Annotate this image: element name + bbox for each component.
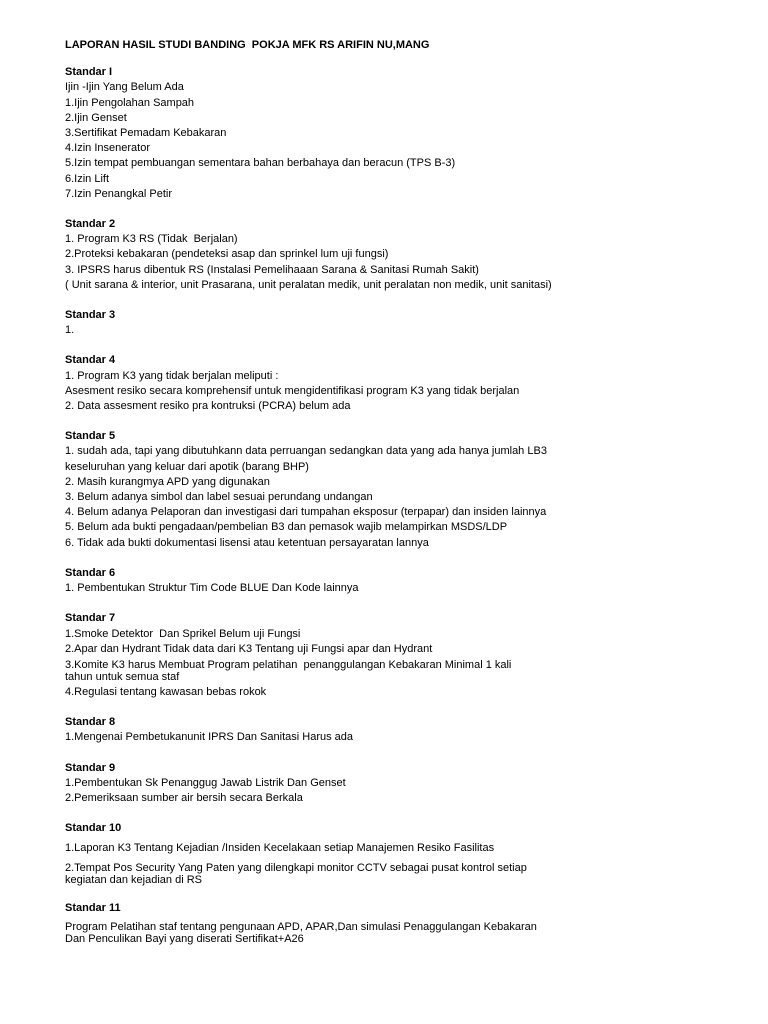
section-line: 2.Proteksi kebakaran (pendeteksi asap dan sprinkel lum uji fungsi)	[65, 248, 389, 261]
section-standar-10	[65, 821, 725, 885]
section-line: 1. Program K3 yang tidak berjalan meliputi :	[65, 369, 279, 382]
section-line: 1.Pembentukan Sk Penanggug Jawab Listrik Dan Genset	[65, 776, 346, 789]
document-page	[65, 38, 725, 960]
section-heading: Standar 10	[65, 822, 122, 835]
section-standar-3	[65, 308, 725, 338]
section-line: 4.Regulasi tentang kawasan bebas rokok	[65, 685, 267, 698]
section-line: 4. Belum adanya Pelaporan dan investigasi dari tumpahan eksposur (terpapar) dan insiden lainnya	[65, 506, 547, 519]
section-line: 3. IPSRS harus dibentuk RS (Instalasi Pemelihaaan Sarana & Sanitasi Rumah Sakit)	[65, 263, 479, 276]
section-line: ( Unit sarana & interior, unit Prasarana, unit peralatan medik, unit peralatan non medik, unit sanitasi)	[65, 278, 552, 291]
section-line: 1.Laporan K3 Tentang Kejadian /Insiden Kecelakaan setiap Manajemen Resiko Fasilitas	[65, 842, 495, 855]
section-line: 2. Masih kurangmya APD yang digunakan	[65, 475, 270, 488]
section-line: Asesment resiko secara komprehensif untuk mengidentifikasi program K3 yang tidak berjalan	[65, 384, 520, 397]
document-title: LAPORAN HASIL STUDI BANDING POKJA MFK RS ARIFIN NU,MANG	[65, 39, 430, 51]
section-heading: Standar I	[65, 66, 113, 79]
section-line: 2.Tempat Pos Security Yang Paten yang dilengkapi monitor CCTV sebagai pusat kontrol setiap kegiatan dan kejadian di RS	[65, 861, 527, 886]
section-line: 4.Izin Insenerator	[65, 142, 150, 155]
section-standar-8	[65, 715, 725, 745]
section-line: 1.Smoke Detektor Dan Sprikel Belum uji Fungsi	[65, 627, 301, 640]
section-standar-7	[65, 611, 725, 700]
section-heading: Standar 9	[65, 761, 116, 774]
section-line: 3.Sertifikat Pemadam Kebakaran	[65, 127, 227, 140]
section-line: 1. Pembentukan Struktur Tim Code BLUE Dan Kode lainnya	[65, 582, 359, 595]
section-line: 5.Izin tempat pembuangan sementara bahan berbahaya dan beracun (TPS B-3)	[65, 157, 456, 170]
section-line: 3.Komite K3 harus Membuat Program pelatihan penanggulangan Kebakaran Minimal 1 kali tahun untuk semua staf	[65, 658, 512, 683]
section-line: 1. Program K3 RS (Tidak Berjalan)	[65, 233, 238, 246]
section-line: 6. Tidak ada bukti dokumentasi lisensi atau ketentuan persayaratan lannya	[65, 536, 429, 549]
section-standar-6	[65, 566, 725, 596]
section-line: Program Pelatihan staf tentang pengunaan APD, APAR,Dan simulasi Penaggulangan Kebakaran Dan Penculikan Bayi yang diserati Sertifikat+A26	[65, 920, 537, 945]
section-line: 1.Mengenai Pembetukanunit IPRS Dan Sanitasi Harus ada	[65, 731, 354, 744]
section-standar-9	[65, 761, 725, 807]
section-heading: Standar 11	[65, 901, 121, 914]
section-heading: Standar 4	[65, 354, 116, 367]
section-heading: Standar 7	[65, 612, 116, 625]
section-standar-1	[65, 65, 725, 202]
section-standar-4	[65, 353, 725, 414]
section-line: Ijin -Ijin Yang Belum Ada	[65, 81, 184, 94]
section-standar-5	[65, 429, 725, 551]
section-heading: Standar 3	[65, 309, 116, 322]
section-line: 2. Data assesment resiko pra kontruksi (PCRA) belum ada	[65, 400, 351, 413]
section-line: 7.Izin Penangkal Petir	[65, 187, 173, 200]
section-line: 5. Belum ada bukti pengadaan/pembelian B3 dan pemasok wajib melampirkan MSDS/LDP	[65, 521, 508, 534]
section-heading: Standar 8	[65, 716, 116, 729]
section-standar-11	[65, 901, 725, 945]
section-line: 2.Ijin Genset	[65, 111, 127, 124]
section-line: 3. Belum adanya simbol dan label sesuai perundang undangan	[65, 491, 373, 504]
section-heading: Standar 6	[65, 566, 116, 579]
section-line: 6.Izin Lift	[65, 172, 110, 185]
section-heading: Standar 5	[65, 430, 116, 443]
section-standar-2	[65, 217, 725, 293]
section-line: 2.Pemeriksaan sumber air bersih secara Berkala	[65, 791, 303, 804]
section-heading: Standar 2	[65, 218, 116, 231]
section-line: 1.	[65, 324, 75, 337]
section-line: 1. sudah ada, tapi yang dibutuhkann data perruangan sedangkan data yang ada hanya jumlah LB3 keseluruhan yang keluar dari apotik (barang BHP)	[65, 445, 547, 473]
section-line: 2.Apar dan Hydrant Tidak data dari K3 Tentang uji Fungsi apar dan Hydrant	[65, 642, 433, 655]
section-line: 1.Ijin Pengolahan Sampah	[65, 96, 195, 109]
